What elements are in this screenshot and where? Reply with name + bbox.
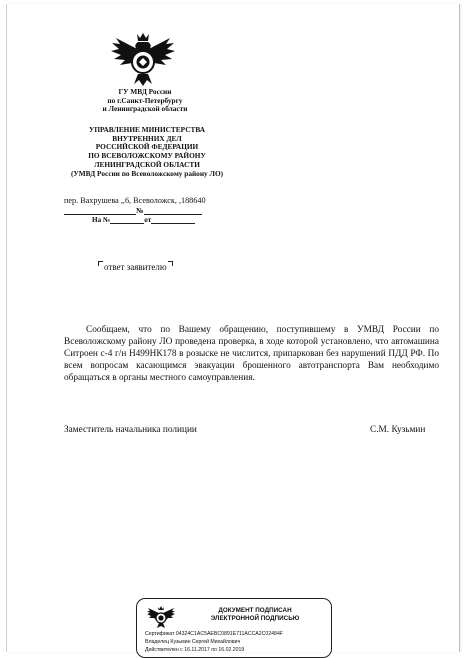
on-label: На № <box>92 216 111 224</box>
signer-name: С.М. Кузьмин <box>370 425 426 435</box>
dept-line: ЛЕНИНГРАДСКОЙ ОБЛАСТИ <box>94 159 200 169</box>
signer-role: Заместитель начальника полиции <box>64 425 197 435</box>
reference-number-blank <box>110 216 144 224</box>
from-label: от <box>144 216 152 224</box>
mvd-emblem-icon <box>146 605 176 629</box>
number-blank <box>64 206 136 215</box>
address: пер. Вахрушева ,,6, Всеволожск, ,188640 <box>64 196 206 205</box>
reference-date-blank <box>151 216 195 224</box>
dept-line: УПРАВЛЕНИЕ МИНИСТЕРСТВА <box>88 125 206 134</box>
stamp-validity: Действителен с 16.11.2017 по 16.02.2019 <box>145 647 245 653</box>
stamp-title-line: ЭЛЕКТРОННОЙ ПОДПИСЬЮ <box>210 614 300 622</box>
org-line: и Ленинградской области <box>102 104 188 114</box>
corner-mark <box>98 261 103 266</box>
stamp-owner: Владелец Кузьмин Сергей Михайлович <box>145 639 241 645</box>
stamp-title <box>181 607 329 622</box>
org-line: по г.Санкт-Петербургу <box>107 95 183 105</box>
department-header <box>54 126 240 178</box>
recipient-block <box>104 262 167 272</box>
dept-line: ВНУТРЕННИХ ДЕЛ <box>112 133 182 143</box>
dept-line: РОССИЙСКОЙ ФЕДЕРАЦИИ <box>95 142 199 152</box>
letter-body: Сообщаем, что по Вашему обращению, поступившему в УМВД России по Всеволожскому району ЛО проведена проверка, в ходе которой установлено, что автомашина Ситроен с-4 г/н Н499НК178 в розыске не числится, припаркован без нарушений ПДД РФ. По всем вопросам касающимся эвакуации брошенного автотранспорта Вам необходимо обращаться в органы местного самоуправления. <box>64 325 439 384</box>
recipient-text: ответ заявителю <box>104 262 167 272</box>
number-blank <box>144 206 202 215</box>
reference-line <box>92 216 242 224</box>
stamp-title-line: ДОКУМЕНТ ПОДПИСАН <box>218 607 292 614</box>
stamp-certificate: Сертификат 04324C1AC5AEBC0891E711ACCA2C02484F <box>145 631 283 637</box>
org-line: ГУ МВД России <box>118 87 172 96</box>
dept-line: ПО ВСЕВОЛОЖСКОМУ РАЙОНУ <box>88 151 206 161</box>
org-header <box>70 88 220 114</box>
dept-line: (УМВД России по Всеволожскому району ЛО) <box>70 168 224 178</box>
mvd-emblem-icon <box>108 30 178 88</box>
outgoing-number-line <box>64 206 254 215</box>
electronic-signature-stamp <box>136 598 332 658</box>
number-mark: № <box>136 206 144 215</box>
corner-mark <box>168 261 173 266</box>
